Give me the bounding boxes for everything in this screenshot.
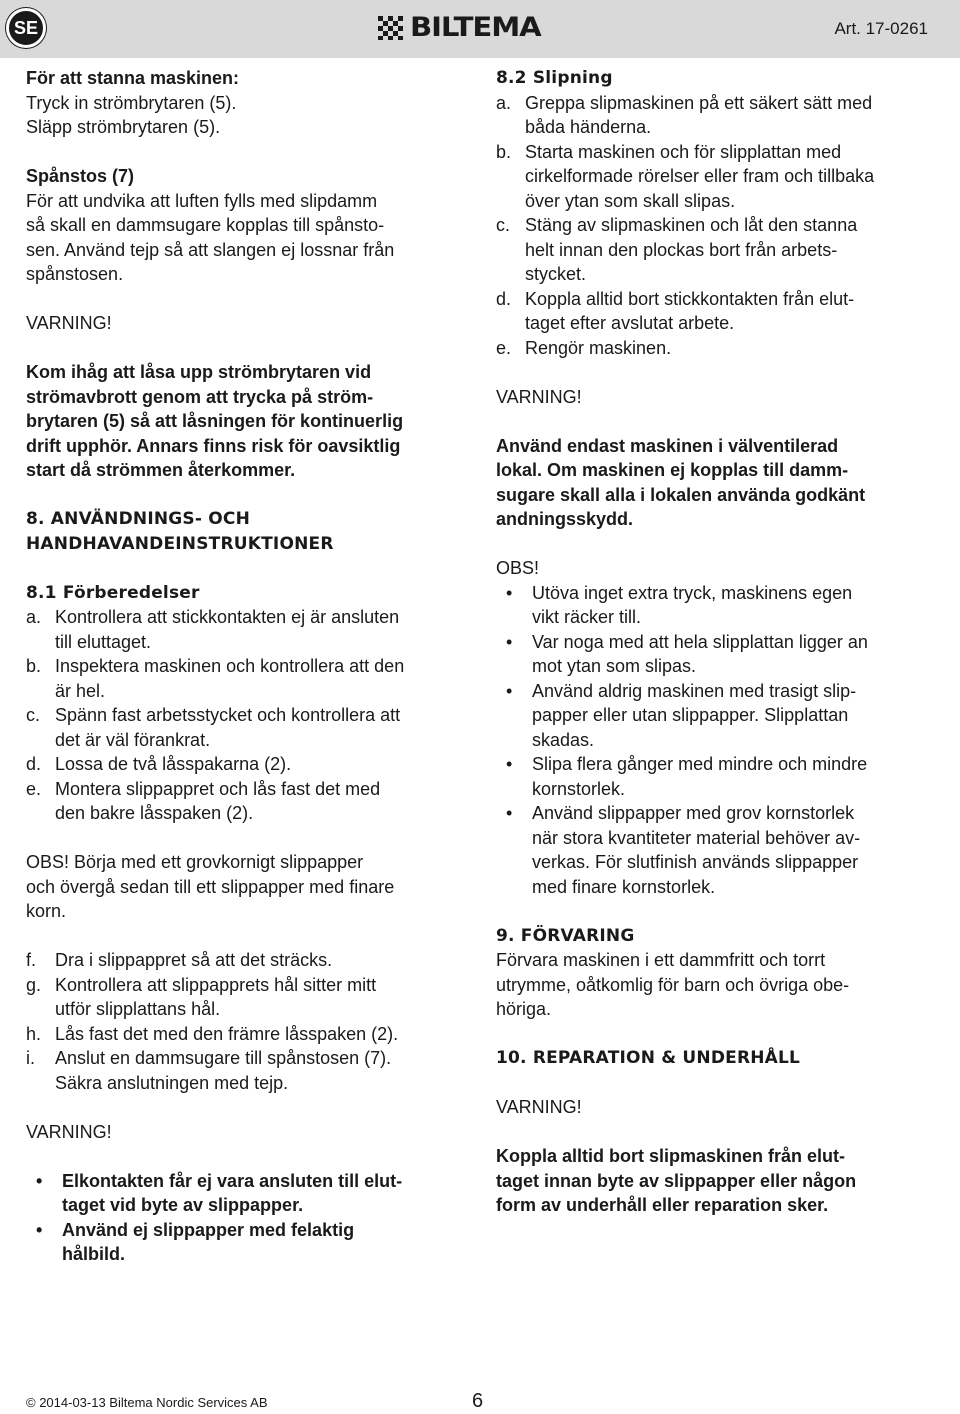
bullet-item	[26, 1218, 466, 1267]
list-item	[26, 654, 466, 703]
language-badge: SE	[6, 8, 46, 48]
list-item	[496, 336, 936, 361]
warning-text: sugare skall alla i lokalen använda godkänt	[496, 484, 866, 505]
obs-bullet-list	[496, 581, 936, 900]
list-item-line: Lossa de två låsspakarna (2).	[55, 754, 292, 774]
bullet-item	[496, 630, 936, 679]
list-item-line: Inspektera maskinen och kontrollera att den	[55, 656, 405, 676]
list-item-label: f.	[26, 950, 37, 970]
warning-text: Använd endast maskinen i välventilerad	[496, 435, 839, 456]
storage-text: höriga.	[496, 999, 552, 1019]
list-item-line: Stäng av slipmaskinen och låt den stanna	[525, 215, 858, 235]
list-item-line: det är väl förankrat.	[55, 729, 211, 750]
bullet-icon: •	[506, 631, 513, 652]
list-item-line: taget efter avslutat arbete.	[525, 313, 735, 333]
obs-text: och övergå sedan till ett slippapper med finare	[26, 876, 395, 897]
list-item	[26, 703, 466, 752]
list-item-label: a.	[26, 607, 42, 627]
warning-text: strömavbrott genom att trycka på ström-	[26, 386, 374, 407]
list-item-line: den bakre låsspaken (2).	[55, 803, 254, 823]
warning-text: lokal. Om maskinen ej kopplas till damm-	[496, 460, 849, 480]
list-item	[496, 91, 936, 140]
list-item-line: Dra i slippappret så att det sträcks.	[55, 950, 333, 970]
list-item-line: verkas. För slutfinish används slippapper	[532, 852, 859, 872]
list-item-line: utför slipplattans hål.	[55, 999, 221, 1019]
warning-text: start då strömmen återkommer.	[26, 460, 296, 480]
subsection-heading-8-1: 8.1 Förberedelser	[26, 582, 200, 603]
list-item-line: Använd ej slippapper med felaktig	[62, 1219, 355, 1240]
list-item-line: med finare kornstorlek.	[532, 876, 716, 897]
warning-text: andningsskydd.	[496, 509, 634, 529]
list-item	[26, 948, 466, 973]
list-item-line: Utöva inget extra tryck, maskinens egen	[532, 582, 853, 603]
list-item-line: båda händerna.	[525, 117, 652, 137]
bullet-icon: •	[36, 1170, 43, 1191]
list-item-line: till eluttaget.	[55, 631, 152, 652]
dust-port-text: sen. Använd tejp så att slangen ej lossnar från	[26, 239, 395, 260]
brand-name: BILTEMA	[410, 12, 541, 43]
list-item-line: skadas.	[532, 729, 595, 750]
dust-port-text: spånstosen.	[26, 264, 124, 284]
page-header	[0, 0, 960, 58]
bullet-icon: •	[506, 803, 513, 823]
list-item-line: när stora kvantiteter material behöver av-	[532, 827, 861, 848]
stop-line: Släpp strömbrytaren (5).	[26, 117, 221, 137]
bullet-icon: •	[36, 1219, 43, 1240]
dust-port-text: så skall en dammsugare kopplas till spånsto-	[26, 215, 385, 235]
list-item	[496, 287, 936, 336]
right-column	[496, 66, 936, 1218]
warning-bullet-list	[26, 1169, 466, 1267]
list-item-line: hålbild.	[62, 1244, 125, 1264]
list-item	[26, 605, 466, 654]
list-item-line: Kontrollera att slippapprets hål sitter mitt	[55, 974, 377, 995]
preparation-list-1	[26, 605, 466, 826]
list-item-line: Spänn fast arbetsstycket och kontrollera att	[55, 705, 401, 725]
subsection-heading-8-2: 8.2 Slipning	[496, 68, 613, 88]
list-item-line: Anslut en dammsugare till spånstosen (7).	[55, 1048, 392, 1068]
list-item-line: Elkontakten får ej vara ansluten till elut-	[62, 1170, 403, 1191]
list-item	[26, 973, 466, 1022]
list-item-line: kornstorlek.	[532, 778, 626, 799]
bullet-item	[496, 679, 936, 753]
list-item-line: Lås fast det med den främre låsspaken (2).	[55, 1023, 399, 1044]
warning-text: brytaren (5) så att låsningen för kontinuerlig	[26, 411, 404, 431]
list-item-label: c.	[26, 705, 41, 725]
list-item	[26, 1022, 466, 1047]
list-item-label: i.	[26, 1048, 35, 1068]
list-item	[26, 752, 466, 777]
stop-title: För att stanna maskinen:	[26, 68, 240, 88]
obs-text: korn.	[26, 901, 67, 921]
list-item-line: Montera slippappret och lås fast det med	[55, 778, 381, 799]
list-item	[26, 1046, 466, 1095]
list-item-line: Säkra anslutningen med tejp.	[55, 1072, 289, 1093]
section-heading-10: 10. REPARATION & UNDERHÅLL	[496, 1048, 801, 1068]
obs-text: OBS! Börja med ett grovkornigt slippapper	[26, 852, 364, 872]
sanding-list	[496, 91, 936, 361]
list-item-line: Rengör maskinen.	[525, 337, 672, 358]
list-item-label: d.	[496, 288, 512, 309]
bullet-item	[26, 1169, 466, 1218]
list-item-line: Starta maskinen och för slipplattan med	[525, 141, 842, 162]
bullet-icon: •	[506, 754, 513, 774]
preparation-list-2	[26, 948, 466, 1095]
list-item-line: är hel.	[55, 680, 106, 701]
list-item-line: över ytan som skall slipas.	[525, 190, 736, 211]
list-item-line: Använd slippapper med grov kornstorlek	[532, 803, 855, 823]
page-number: 6	[472, 1390, 484, 1412]
list-item-label: e.	[496, 337, 512, 358]
storage-text: utrymme, oåtkomlig för barn och övriga obe-	[496, 974, 850, 995]
list-item-line: papper eller utan slippapper. Slipplattan	[532, 705, 849, 725]
list-item-line: Använd aldrig maskinen med trasigt slip-	[532, 680, 857, 701]
obs-label: OBS!	[496, 558, 540, 578]
list-item-label: a.	[496, 92, 512, 113]
section-heading-8: HANDHAVANDEINSTRUKTIONER	[26, 533, 334, 554]
list-item-line: cirkelformade rörelser eller fram och tillbaka	[525, 166, 875, 186]
list-item	[496, 213, 936, 287]
left-column	[26, 66, 466, 1267]
list-item-label: c.	[496, 215, 511, 235]
repair-warning-text: Koppla alltid bort slipmaskinen från elut-	[496, 1146, 846, 1166]
repair-warning-text: form av underhåll eller reparation sker.	[496, 1195, 829, 1215]
bullet-item	[496, 752, 936, 801]
list-item	[26, 777, 466, 826]
warning-label: VARNING!	[496, 1097, 582, 1117]
list-item-line: Slipa flera gånger med mindre och mindre	[532, 754, 868, 774]
list-item	[496, 140, 936, 214]
dust-port-title: Spånstos (7)	[26, 166, 135, 186]
list-item-label: d.	[26, 754, 42, 774]
warning-text: drift upphör. Annars finns risk för oavsiktlig	[26, 435, 401, 456]
bullet-item	[496, 581, 936, 630]
list-item-line: vikt räcker till.	[532, 607, 642, 627]
list-item-line: helt innan den plockas bort från arbets-	[525, 239, 838, 260]
list-item-label: h.	[26, 1023, 42, 1044]
list-item-line: stycket.	[525, 264, 587, 284]
repair-warning-text: taget innan byte av slippapper eller någon	[496, 1170, 857, 1191]
section-heading-9: 9. FÖRVARING	[496, 925, 635, 946]
article-number: Art. 17-0261	[834, 19, 928, 38]
section-heading-8: 8. ANVÄNDNINGS- OCH	[26, 509, 250, 529]
checkered-flag-icon	[378, 16, 404, 40]
list-item-label: b.	[496, 141, 512, 162]
copyright-footer: © 2014-03-13 Biltema Nordic Services AB	[26, 1395, 268, 1410]
bullet-icon: •	[506, 582, 513, 603]
storage-text: Förvara maskinen i ett dammfritt och torrt	[496, 950, 826, 970]
list-item-line: Greppa slipmaskinen på ett säkert sätt med	[525, 92, 873, 113]
warning-label: VARNING!	[26, 313, 112, 333]
list-item-label: g.	[26, 974, 42, 995]
warning-label: VARNING!	[496, 386, 582, 407]
list-item-line: mot ytan som slipas.	[532, 656, 697, 676]
bullet-item	[496, 801, 936, 899]
list-item-line: Koppla alltid bort stickkontakten från elut-	[525, 288, 855, 309]
dust-port-text: För att undvika att luften fylls med slipdamm	[26, 190, 378, 211]
stop-line: Tryck in strömbrytaren (5).	[26, 92, 237, 113]
list-item-line: Var noga med att hela slipplattan ligger an	[532, 631, 868, 652]
bullet-icon: •	[506, 680, 513, 701]
list-item-label: e.	[26, 778, 42, 799]
list-item-label: b.	[26, 656, 42, 676]
biltema-logo	[378, 12, 541, 43]
list-item-line: taget vid byte av slippapper.	[62, 1195, 304, 1215]
list-item-line: Kontrollera att stickkontakten ej är ansluten	[55, 607, 400, 627]
warning-label: VARNING!	[26, 1121, 112, 1142]
warning-text: Kom ihåg att låsa upp strömbrytaren vid	[26, 362, 372, 382]
